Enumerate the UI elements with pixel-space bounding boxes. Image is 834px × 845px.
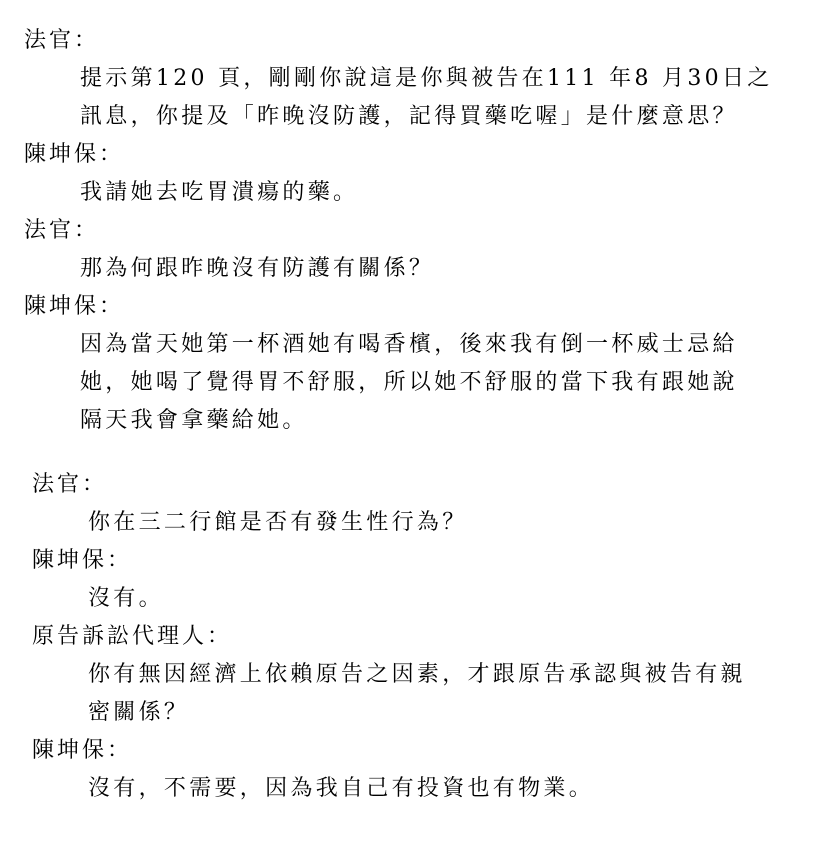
speaker-label: 陳坤保： [24,294,125,319]
speech-line: 你有無因經濟上依賴原告之因素，才跟原告承認與被告有親 [88,662,746,687]
speech-line: 我請她去吃胃潰瘍的藥。 [80,180,359,205]
speaker-label: 法官： [24,218,100,243]
speaker-label: 陳坤保： [24,142,125,167]
speech-line: 隔天我會拿藥給她。 [80,408,308,433]
speaker-label: 陳坤保： [32,738,133,763]
speech-line: 她，她喝了覺得胃不舒服，所以她不舒服的當下我有跟她說 [80,370,738,395]
transcript-section-2 [32,466,814,808]
speech-line: 你在三二行館是否有發生性行為？ [88,510,468,535]
speech-line: 密關係？ [88,700,190,725]
speaker-label: 原告訴訟代理人： [32,624,233,649]
speech-line: 訊息，你提及「昨晚沒防護，記得買藥吃喔」是什麼意思？ [80,104,738,129]
speech-line: 沒有，不需要，因為我自己有投資也有物業。 [88,776,595,801]
transcript-section-1 [24,22,814,440]
speech-line: 沒有。 [88,586,164,611]
speech-line: 提示第120 頁，剛剛你說這是你與被告在111 年8 月30日之 [80,66,773,91]
speaker-label: 法官： [24,28,100,53]
speech-line: 那為何跟昨晚沒有防護有關係？ [80,256,435,281]
speaker-label: 法官： [32,472,108,497]
speech-line: 因為當天她第一杯酒她有喝香檳，後來我有倒一杯威士忌給 [80,332,738,357]
speaker-label: 陳坤保： [32,548,133,573]
